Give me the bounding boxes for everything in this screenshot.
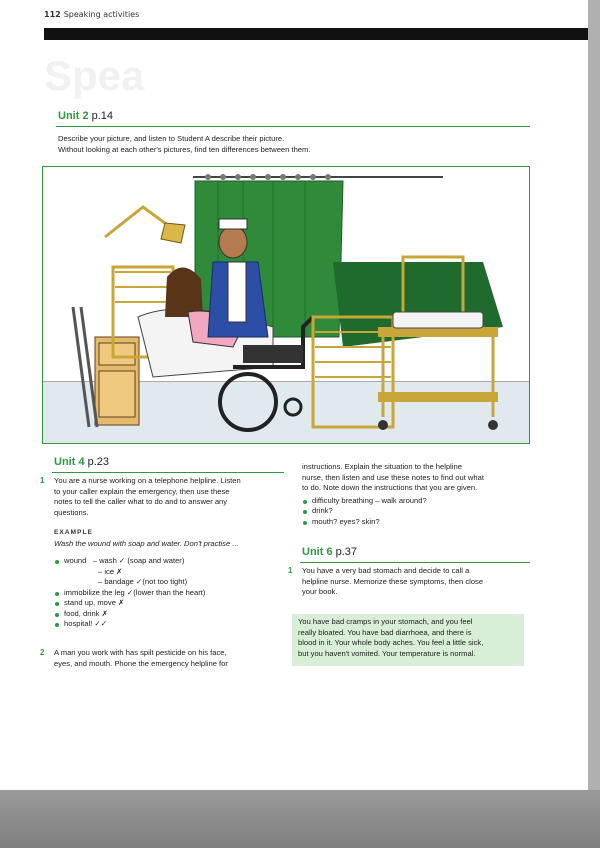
unit4-item1-text bbox=[54, 476, 286, 518]
unit4-label: Unit 4 bbox=[54, 456, 85, 468]
text-line: helpline nurse. Memorize these symptoms, then close bbox=[302, 576, 484, 586]
page-number: 112 bbox=[44, 10, 61, 19]
question-item: difficulty breathing – walk around? bbox=[302, 496, 534, 507]
example-label: EXAMPLE bbox=[54, 529, 93, 536]
example-text: Wash the wound with soap and water. Don't practise ... bbox=[54, 538, 239, 548]
text-line: to do. Note down the instructions that you are given. bbox=[302, 483, 478, 492]
unit6-page: p.37 bbox=[335, 546, 358, 558]
text-line: your book. bbox=[302, 587, 338, 596]
unit2-line: Describe your picture, and listen to Student A describe their picture. bbox=[58, 134, 285, 143]
ward-scene-svg bbox=[43, 167, 530, 444]
unit6-item1-number: 1 bbox=[288, 566, 293, 575]
unit4-page: p.23 bbox=[87, 456, 110, 468]
question-item: mouth? eyes? skin? bbox=[302, 517, 534, 528]
wound-sub-item: – ice ✗ bbox=[98, 566, 123, 576]
header-bar bbox=[44, 28, 588, 40]
wound-sub-item: – bandage ✓(not too tight) bbox=[98, 577, 188, 586]
note-item: food, drink ✗ bbox=[54, 609, 286, 620]
symptom-line: really bloated. You have bad diarrhoea, and there is bbox=[298, 627, 472, 637]
unit6-rule bbox=[300, 562, 530, 563]
note-item: immobilize the leg ✓(lower than the heart) bbox=[54, 588, 286, 599]
running-header bbox=[44, 10, 139, 19]
symptom-line: blood in it. Your whole body aches. You feel a little sick, bbox=[298, 638, 484, 647]
unit4-item2-continued bbox=[302, 462, 534, 527]
unit4-rule bbox=[52, 472, 284, 473]
unit4-item2-number: 2 bbox=[40, 648, 45, 657]
text-line: questions. bbox=[54, 507, 89, 517]
text-line: instructions. Explain the situation to the helpline bbox=[302, 462, 462, 471]
unit4-heading bbox=[54, 456, 109, 468]
unit6-heading bbox=[302, 546, 357, 558]
symptoms-box bbox=[292, 614, 524, 666]
unit2-page: p.14 bbox=[91, 110, 114, 122]
question-item: drink? bbox=[302, 506, 534, 517]
unit2-line: Without looking at each other's pictures, find ten differences between them. bbox=[58, 144, 311, 154]
unit2-label: Unit 2 bbox=[58, 110, 89, 122]
unit2-rule bbox=[56, 126, 530, 127]
section-title: Speaking activities bbox=[63, 10, 140, 19]
unit4-notes bbox=[54, 556, 286, 630]
page-edge bbox=[588, 0, 600, 848]
unit4-item2-text bbox=[54, 648, 286, 669]
note-item: hospital! ✓✓ bbox=[54, 619, 286, 630]
text-line: notes to tell the caller what to do and to answer any bbox=[54, 497, 228, 506]
text-line: to your caller explain the emergency, then use these bbox=[54, 486, 230, 496]
text-line: You are a nurse working on a telephone helpline. Listen bbox=[54, 476, 241, 485]
wound-first: – wash ✓ (soap and water) bbox=[92, 556, 185, 565]
unit4-example bbox=[54, 528, 286, 549]
unit2-instructions bbox=[58, 134, 528, 155]
text-line: A man you work with has spilt pesticide on his face, bbox=[54, 648, 227, 657]
hospital-ward-illustration bbox=[42, 166, 530, 444]
scan-shadow bbox=[0, 790, 600, 848]
unit6-label: Unit 6 bbox=[302, 546, 333, 558]
unit6-item1-text bbox=[302, 566, 534, 598]
note-item: stand up, move ✗ bbox=[54, 598, 286, 609]
unit4-item1-number: 1 bbox=[40, 476, 45, 485]
text-line: eyes, and mouth. Phone the emergency helpline for bbox=[54, 658, 228, 668]
wound-label: wound bbox=[64, 556, 87, 565]
text-line: nurse, then listen and use these notes to find out what bbox=[302, 472, 484, 482]
text-line: You have a very bad stomach and decide to call a bbox=[302, 566, 470, 575]
note-item bbox=[54, 556, 286, 567]
symptom-line: but you haven't vomited. Your temperature is normal. bbox=[298, 648, 476, 658]
unit2-heading bbox=[58, 110, 113, 122]
symptom-line: You have bad cramps in your stomach, and you feel bbox=[298, 617, 473, 626]
ghost-page-title: Spea bbox=[44, 52, 145, 99]
